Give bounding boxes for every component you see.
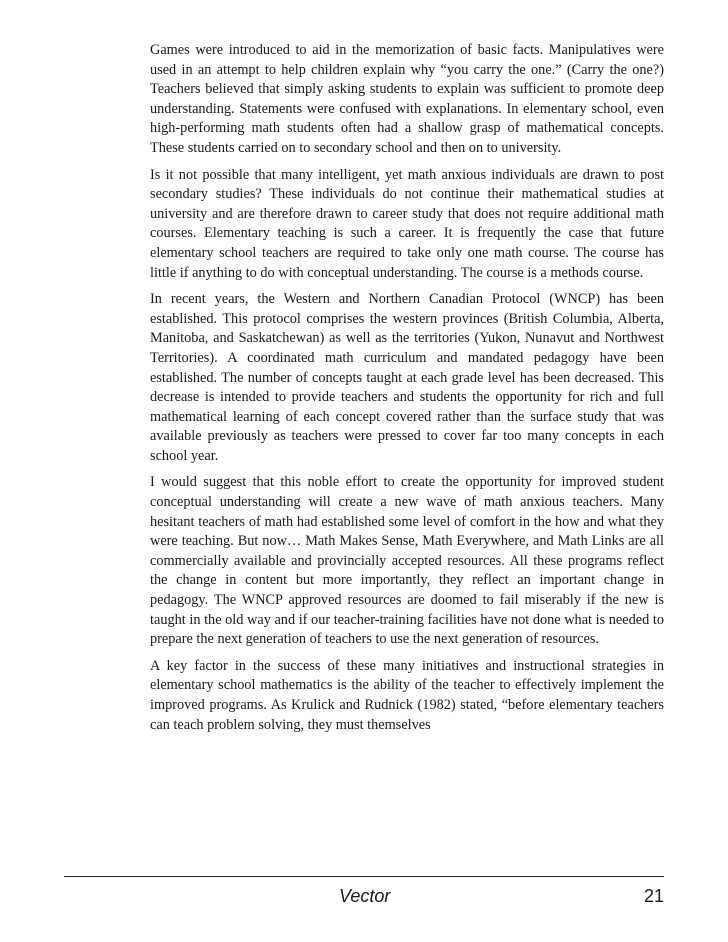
paragraph-5: A key factor in the success of these many initiatives and instructional strategies in elementary school mathematics is the ability of the teacher to effectively implement the improved programs. As Krulick and Rudnick (1982) stated, “before elementary teachers can teach problem solving, they must themselves — [150, 657, 664, 733]
paragraph-1: Games were introduced to aid in the memorization of basic facts. Manipulatives were used in an attempt to help children explain why “you carry the one.” (Carry the one?) Teachers believed that simply asking students to explain was sufficient to promote deep understanding. Statements were confused with explanations. In elementary school, even high-performing math students often had a shallow grasp of mathematical concepts. These students carried on to secondary school and then on to university. — [150, 42, 664, 156]
page-number: 21 — [643, 886, 664, 906]
paragraph-2: Is it not possible that many intelligent, yet math anxious individuals are drawn to post secondary studies? These individuals do not continue their mathematical studies at university and are therefore drawn to career study that does not require additional math courses. Elementary teaching is such a career. It is frequently the case that future elementary school teachers are required to take only one math course. The course has little if anything to do with conceptual understanding. The course is a methods course. — [150, 166, 664, 281]
footer-rule — [64, 876, 664, 877]
body-text — [150, 41, 664, 742]
footer-journal-title: Vector — [339, 886, 391, 906]
paragraph-4: I would suggest that this noble effort to create the opportunity for improved student conceptual understanding will create a new wave of math anxious teachers. Many hesitant teachers of math had established some level of comfort in the how and what they were teaching. But now… Math Makes Sense, Math Everywhere, and Math Links are all commercially available and provincially accepted resources. All these programs reflect the change in content but more importantly, they reflect an important change in pedagogy. The WNCP approved resources are doomed to fail miserably if the new is taught in the old way and if our teacher-training facilities have not done what is needed to prepare the next generation of teachers to use the next generation of resources. — [150, 474, 664, 648]
paragraph-3: In recent years, the Western and Northern Canadian Protocol (WNCP) has been established. This protocol comprises the western provinces (British Columbia, Alberta, Manitoba, and Saskatchewan) as well as the territories (Yukon, Nunavut and Northwest Territories). A coordinated math curriculum and mandated pedagogy have been established. The number of concepts taught at each grade level has been decreased. This decrease is intended to provide teachers and students the opportunity for rich and full mathematical learning of each concept covered rather than the surface study that was available previously as teachers were pressed to cover far too many concepts in each school year. — [150, 291, 664, 464]
